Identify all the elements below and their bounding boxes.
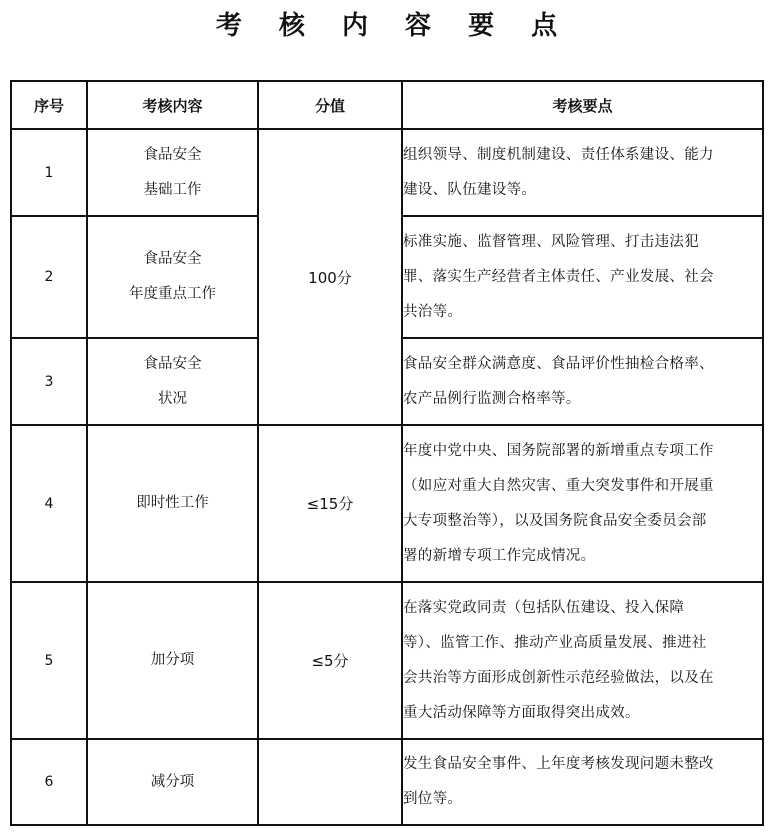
points-line: 重大活动保障等方面取得突出成效。: [403, 704, 640, 721]
points-line: 罪、落实生产经营者主体责任、产业发展、社会: [403, 268, 714, 285]
points-line: 署的新增专项工作完成情况。: [403, 547, 596, 564]
table-row: [11, 582, 763, 739]
content-line: 食品安全: [143, 355, 202, 372]
assessment-table: [10, 80, 764, 826]
content-line: 食品安全: [143, 251, 202, 267]
row-score: ≤15分: [258, 425, 402, 582]
row-score: ≤5分: [258, 582, 402, 739]
row-content: [87, 216, 258, 338]
content-line: 食品安全: [143, 146, 202, 163]
row-number: 1: [11, 129, 87, 216]
points-line: 建设、队伍建设等。: [403, 181, 537, 198]
table-row: [11, 739, 763, 825]
row-content: [87, 739, 258, 825]
points-line: 组织领导、制度机制建设、责任体系建设、能力: [403, 146, 714, 163]
points-line: 到位等。: [403, 791, 463, 807]
points-line: （如应对重大自然灾害、重大突发事件和开展重: [403, 477, 714, 494]
content-line: 减分项: [150, 773, 195, 790]
row-points: [402, 338, 763, 425]
header-points: 考核要点: [402, 81, 763, 129]
row-number: 3: [11, 338, 87, 425]
points-line: 发生食品安全事件、上年度考核发现问题未整改: [403, 756, 714, 772]
row-number: 5: [11, 582, 87, 739]
row-number: 4: [11, 425, 87, 582]
content-line: 基础工作: [143, 181, 202, 198]
row-points: [402, 582, 763, 739]
row-content: [87, 425, 258, 582]
points-line: 食品安全群众满意度、食品评价性抽检合格率、: [403, 355, 714, 372]
row-content: [87, 129, 258, 216]
points-line: 会共治等方面形成创新性示范经验做法，以及在: [403, 669, 714, 686]
page-title: 考 核 内 容 要 点: [215, 11, 572, 41]
row-score: [258, 739, 402, 825]
points-line: 共治等。: [403, 303, 463, 320]
row-points: [402, 739, 763, 825]
row-points: [402, 129, 763, 216]
points-line: 等）、监管工作、推动产业高质量发展、推进社: [403, 634, 707, 651]
table-row: [11, 425, 763, 582]
points-line: 在落实党政同责（包括队伍建设、投入保障: [403, 599, 685, 616]
content-line: 状况: [158, 390, 187, 407]
row-score-merged: 100分: [258, 129, 402, 425]
row-points: [402, 425, 763, 582]
table-header-row: [11, 81, 763, 129]
row-points: [402, 216, 763, 338]
content-line: 即时性工作: [136, 495, 209, 511]
points-line: 年度中党中央、国务院部署的新增重点专项工作: [403, 442, 714, 459]
header-score: 分值: [258, 81, 402, 129]
content-line: 加分项: [150, 652, 195, 668]
header-number: 序号: [11, 81, 87, 129]
points-line: 标准实施、监督管理、风险管理、打击违法犯: [403, 233, 699, 250]
points-line: 农产品例行监测合格率等。: [403, 390, 581, 407]
row-number: 2: [11, 216, 87, 338]
points-line: 大专项整治等），以及国务院食品安全委员会部: [403, 512, 707, 529]
content-line: 年度重点工作: [129, 286, 216, 302]
row-content: [87, 582, 258, 739]
row-content: [87, 338, 258, 425]
header-content: 考核内容: [87, 81, 258, 129]
table-row: [11, 129, 763, 216]
row-number: 6: [11, 739, 87, 825]
